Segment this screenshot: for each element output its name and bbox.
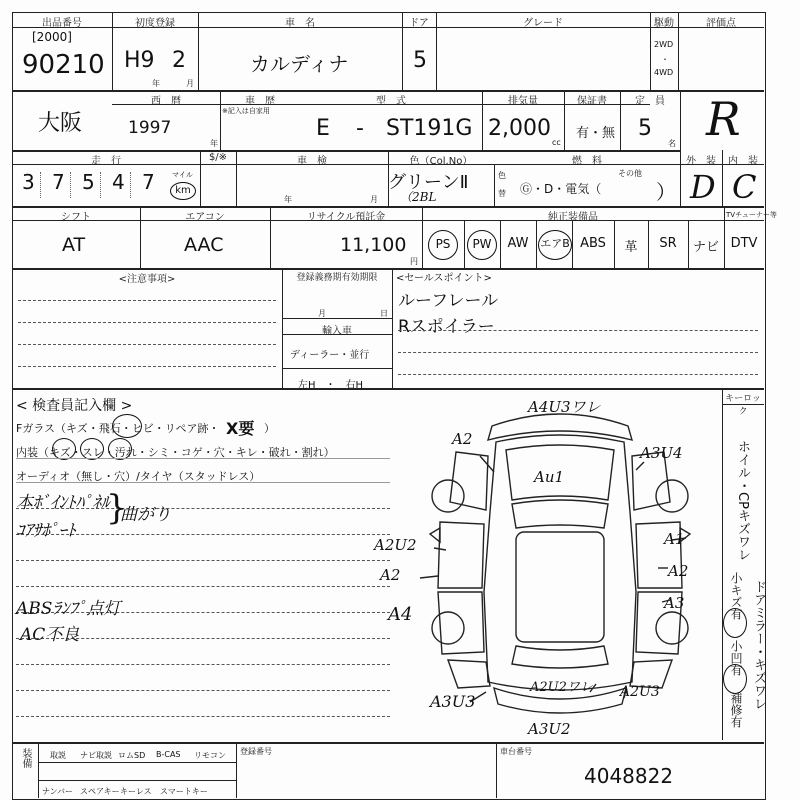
item-manual: 取説	[50, 751, 66, 760]
interior-grade: C	[732, 168, 757, 206]
import-type: ディーラー・並行	[290, 350, 370, 361]
handwritten-note-1: 本ﾎﾞｲﾝﾄﾊﾟﾈﾙ	[16, 493, 110, 513]
mirror-note-1: ドアミラー・キズ	[751, 580, 766, 684]
inspector-windshield: Fガラス（キズ・飛石・ヒビ・リペア跡・	[16, 422, 220, 435]
header-model: 型 式	[376, 96, 406, 107]
header-registration-expiry: 登録義務期有効期限	[296, 273, 378, 283]
mirror-left	[430, 528, 440, 542]
windshield-outline	[512, 500, 608, 528]
warranty: 有・無	[576, 126, 616, 141]
car-name: カルディナ	[250, 52, 349, 76]
fuel-other: その他	[618, 169, 642, 178]
header-score: 評価点	[706, 18, 736, 29]
mirror-note-vertical	[750, 580, 766, 710]
label-day: 日	[380, 309, 388, 318]
damage-mark-right-door-3: A3	[664, 594, 685, 612]
header-equipment-bottom: 装備	[20, 748, 31, 768]
header-interior: 内 装	[728, 156, 758, 167]
roof-outline	[516, 532, 604, 642]
header-grade: グレード	[523, 18, 563, 29]
label-year-3: 年	[284, 195, 292, 204]
circle-scuff	[80, 438, 104, 460]
header-tv-tuner: TVチューナー等	[726, 211, 777, 219]
damage-mark-left-rear: A4	[388, 604, 413, 625]
label-year-2: 年	[210, 139, 218, 148]
left-rear-door	[438, 592, 484, 654]
color-code: （2BL	[400, 190, 437, 204]
model-code: ST191G	[386, 116, 473, 141]
circle-stonechip	[112, 414, 142, 438]
header-chassis-number: 車台番号	[500, 747, 532, 756]
header-inspection: 車 検	[297, 156, 327, 167]
equipment-ps: PS	[428, 230, 458, 260]
header-displacement: 排気量	[508, 96, 538, 107]
damage-mark-rear-right: A2U3	[620, 684, 660, 700]
unit-km: km	[170, 182, 196, 200]
drive-4wd: 4WD	[654, 68, 674, 77]
wheel-front-right	[656, 480, 688, 512]
lot-number: 90210	[22, 50, 105, 80]
damage-mark-rear-center: A2U2ワレ	[530, 680, 593, 695]
exterior-grade: D	[690, 168, 716, 206]
western-year: 1997	[128, 118, 172, 138]
steering-side: 左H ・ 右H	[298, 380, 364, 391]
header-registration-number: 登録番号	[240, 747, 272, 756]
mirror-note-2: ワレ	[751, 684, 766, 710]
header-capacity: 定 員	[635, 96, 665, 107]
equipment-navi: ナビ	[692, 240, 719, 255]
aircon-type: AAC	[184, 234, 224, 256]
mileage-digit: 7	[52, 170, 65, 194]
header-factory-equipment: 純正装備品	[548, 212, 598, 223]
equipment-aw: AW	[507, 236, 529, 251]
damage-mark-left-front-door: A2U2	[374, 536, 417, 554]
handwritten-note-2: ｺｱｻﾎﾟｰﾄ	[16, 521, 76, 541]
equipment-airbag: エアB	[538, 230, 572, 260]
item-number-plate: ナンバー	[42, 787, 74, 796]
displacement: 2,000	[488, 116, 551, 141]
door-count: 5	[413, 48, 427, 73]
damage-mark-right-door-1: A1	[664, 530, 685, 548]
fuel-close: ）	[656, 180, 676, 204]
header-sales-points: <セールスポイント>	[396, 273, 492, 284]
damage-mark-right-door-2: A2	[668, 562, 689, 580]
header-color: 色（Col.No）	[409, 156, 473, 167]
equipment-sunroof: SR	[659, 236, 677, 251]
repair-note: 補修有	[729, 692, 743, 728]
item-bcas: B-CAS	[156, 750, 181, 759]
damage-mark-rear-left: A3U3	[430, 692, 476, 711]
inspector-interior: 内装（キズ・スレ・汚れ・シミ・コゲ・穴・キレ・破れ・割れ）	[16, 446, 335, 459]
item-navi-manual: ナビ取説	[80, 751, 112, 760]
item-remote: リモコン	[194, 751, 226, 760]
damage-mark-right-front-fender: A3U4	[640, 444, 683, 462]
label-month: 月	[186, 79, 194, 88]
small-dent-note: 小凹有	[729, 640, 743, 676]
sales-point-2: Rスポイラー	[398, 317, 495, 337]
mileage-digit: 5	[82, 170, 95, 194]
history-note: ※記入は自家用	[222, 107, 270, 115]
capacity: 5	[638, 116, 652, 141]
model-dash: -	[356, 116, 364, 141]
header-recycle-fee: リサイクル預託金	[306, 212, 386, 223]
inspector-audio-tires: オーディオ（無し・穴）/タイヤ（スタッドレス）	[16, 470, 261, 483]
windshield-mark: X要	[226, 419, 255, 438]
transmission: AT	[62, 234, 86, 256]
handwritten-note-4: ABSﾗﾝﾌﾟ点灯	[16, 599, 121, 619]
header-first-registration: 初度登録	[135, 18, 175, 29]
header-mileage: 走 行	[91, 156, 121, 167]
windshield-close: ）	[264, 422, 275, 435]
header-import: 輸入車	[322, 326, 352, 337]
label-people: 名	[668, 139, 676, 148]
lot-sub-number: [2000]	[32, 30, 72, 44]
recycle-fee: 11,100	[340, 234, 407, 256]
header-car-name: 車 名	[285, 18, 315, 29]
item-spare-key: スペアキー	[80, 787, 120, 796]
header-shift: シフト	[61, 212, 91, 223]
label-year: 年	[152, 79, 160, 88]
evaluation-score: R	[706, 92, 741, 146]
header-doors: ドア	[409, 18, 429, 29]
mileage-digit: 7	[142, 170, 155, 194]
label-month-5: 月	[318, 309, 326, 318]
header-aircon: エアコン	[185, 212, 225, 223]
damage-mark-left-front: A2	[452, 430, 473, 448]
equipment-pw: PW	[467, 230, 497, 260]
registration-month: 2	[172, 48, 186, 73]
drive-2wd: 2WD	[654, 40, 674, 49]
equipment-dtv: DTV	[730, 236, 758, 251]
header-exterior: 外 装	[686, 156, 716, 167]
model-prefix: E	[316, 116, 330, 141]
circle-stain	[108, 438, 132, 460]
wheel-rear-left	[432, 612, 464, 644]
equipment-abs: ABS	[580, 236, 606, 251]
item-keyless: キーレス	[120, 787, 152, 796]
sales-point-1: ルーフレール	[398, 291, 499, 311]
unit-cc: cc	[552, 138, 561, 147]
body-color: グリーンⅡ	[388, 172, 469, 193]
header-notes: <注意事項>	[118, 274, 176, 285]
wheel-note-vertical	[734, 440, 750, 561]
color-change-label-1: 色	[498, 171, 506, 180]
mileage-digit: 3	[22, 170, 35, 194]
header-warranty: 保証書	[577, 96, 607, 107]
wheel-note-1: ホイル・CPキズ	[735, 440, 750, 535]
left-front-door	[438, 522, 484, 588]
header-mileage-mark: $/※	[208, 152, 228, 163]
header-fuel: 燃 料	[572, 156, 602, 167]
rear-window-outline	[512, 646, 608, 668]
venue: 大阪	[38, 111, 83, 136]
left-rear-quarter	[448, 660, 490, 688]
header-drive: 駆動	[654, 18, 674, 29]
auction-sheet: 出品番号 初度登録 車 名 ドア グレード 駆動 評価点 [2000] 90210 H9 2 年 月 カルディナ 5 2WD ・ 4WD R 西 暦 車 歴 ※記入は自家用 型 式 排気量 保証書 定 員 大阪 1997 年 E - ST191G 2,000 cc 有・無 5 名 走 行 $/※ 車 検 色（Col.No） 燃 料 外 装 内 装 3 7 5 4 7 マイル km 年 月 グリーンⅡ （2BL 色 替 Ⓖ・D・電気（ その他 ） D C シフト エアコン リサイクル預託金 純正装備品 TVチューナー等 AT AAC 11,100 円 PS PW AW エアB ABS 革 SR ナビ DTV <注意事項> 登録義務期有効期限 月 日 輸入車 ディーラー・並行 左H ・ 右H <セールスポイント> ルーフレール Rスポイラー < 検査員記入欄 > Fガラス（キズ・飛石・ヒビ・リペア跡・ X要 ） 内装（キズ・スレ・汚れ・シミ・コゲ・穴・キレ・破れ・割れ） オーディオ（無し・穴）/タイヤ（スタッドレス） 本ﾎﾞｲﾝﾄﾊﾟﾈﾙ ｺｱｻﾎﾟｰﾄ } 曲がり ABSﾗﾝﾌﾟ点灯 AC不良 A4U3ワレ Au1 A2 A3U4 A2U2 A2 A4 A1 A2 A3 A3U3 A2U2ワレ A2U3 A3U2 キーロック ホイル・CPキズワレ ドアミラー・キズワレ 小キズ有 小凹有 補修有 装備 取説 ナビ取説 ロムSD B-CAS リモコン ナンバー スペアキー キーレス スマートキー 登録番号 車台番号 4048822	[0, 0, 800, 800]
equipment-leather: 革	[624, 240, 638, 255]
header-vehicle-history: 車 歴	[245, 96, 275, 107]
damage-mark-left-rear-door: A2	[380, 566, 401, 584]
circle-scratch	[52, 438, 76, 460]
item-rom-sd: ロムSD	[118, 751, 146, 760]
header-western-year: 西 暦	[151, 96, 181, 107]
front-bumper-outline	[488, 414, 632, 440]
small-scratch-note: 小キズ有	[729, 572, 743, 620]
header-lot-number: 出品番号	[42, 18, 82, 29]
handwritten-note-5: AC不良	[20, 625, 80, 645]
unit-yen: 円	[410, 257, 418, 266]
label-month-3: 月	[370, 195, 378, 204]
registration-era: H9	[124, 48, 155, 73]
damage-mark-front-bumper: A4U3ワレ	[528, 398, 601, 416]
color-change-label-2: 替	[498, 189, 506, 198]
fuel-type: Ⓖ・D・電気（	[520, 182, 602, 196]
inspector-title: < 検査員記入欄 >	[16, 398, 133, 414]
damage-mark-rear-bumper: A3U2	[528, 720, 571, 738]
circle-small-dent	[723, 664, 747, 694]
wheel-front-left	[432, 480, 464, 512]
unit-mile: マイル	[172, 171, 193, 179]
left-front-fender	[450, 452, 488, 510]
item-smart-key: スマートキー	[160, 787, 208, 796]
handwritten-note-3: 曲がり	[120, 505, 171, 525]
mileage-digit: 4	[112, 170, 125, 194]
wheel-note-2: ワレ	[735, 534, 750, 561]
keylock-header: キーロック	[725, 394, 761, 417]
circle-small-scratch	[723, 608, 747, 638]
wheel-rear-right	[656, 612, 688, 644]
chassis-number: 4048822	[584, 764, 674, 788]
damage-mark-hood: Au1	[534, 468, 565, 486]
